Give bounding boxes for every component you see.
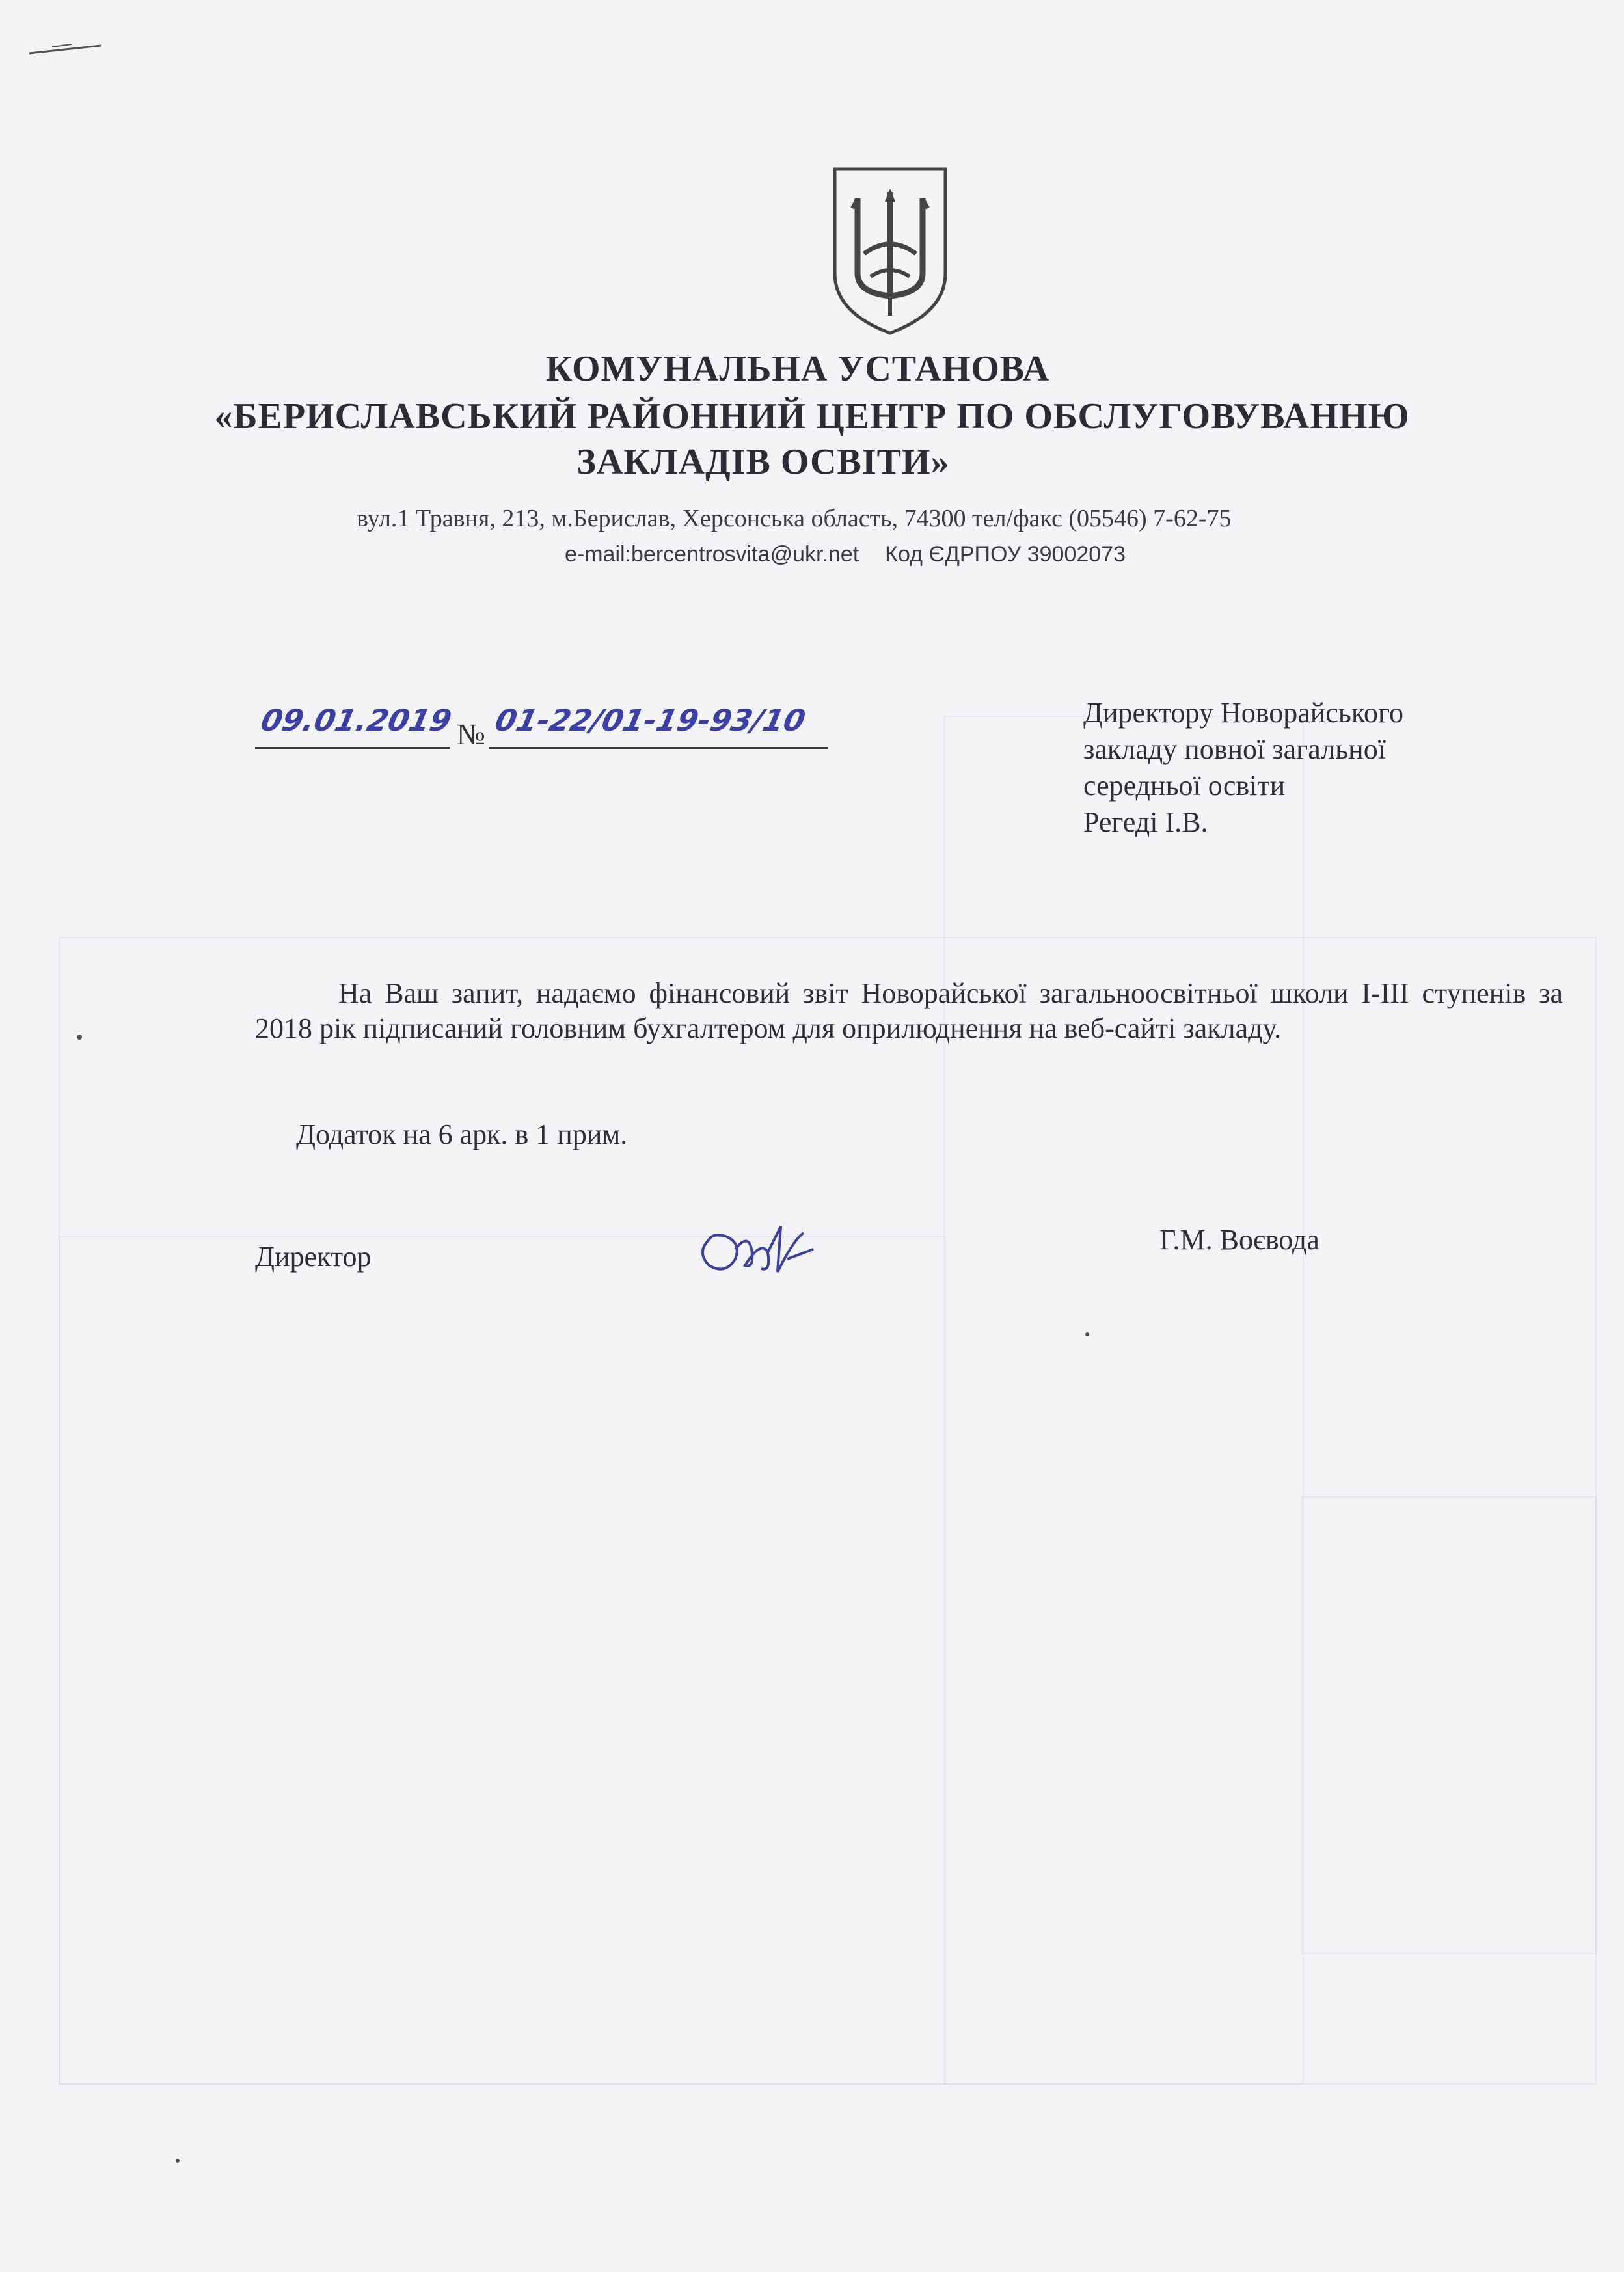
addressee-line: Регеді І.В. [1083,806,1208,838]
paper-speck [77,1035,82,1040]
addressee-line: середньої освіти [1083,770,1286,802]
addressee-line: Директору Новорайського [1083,697,1403,729]
show-through-grid [943,716,1304,2085]
date-underline [255,747,450,749]
org-name-line3: ЗАКЛАДІВ ОСВІТИ» [576,442,950,482]
paper-speck [176,2159,180,2163]
trident-coat-of-arms-icon [825,163,955,338]
signatory-title: Директор [255,1241,372,1273]
signatory-name: Г.М. Воєвода [1159,1224,1320,1256]
outgoing-reference [255,703,841,755]
number-underline [489,747,828,749]
attachment-note: Додаток на 6 арк. в 1 прим. [296,1118,628,1150]
org-email: e-mail:bercentrosvita@ukr.net [565,542,859,567]
handwritten-signature-icon [690,1213,820,1285]
org-address: вул.1 Травня, 213, м.Берислав, Херсонська область, 74300 тел/факс (05546) 7-62-75 [357,505,1232,532]
org-name-line2: «БЕРИСЛАВСЬКИЙ РАЙОННИЙ ЦЕНТР ПО ОБСЛУГОВУВАННЮ [214,396,1410,437]
addressee-line: закладу повної загальної [1083,733,1386,765]
org-name-line1: КОМУНАЛЬНА УСТАНОВА [545,349,1050,389]
show-through-grid [1301,1496,1597,1954]
org-contacts [565,542,1126,567]
show-through-grid [59,1236,946,2085]
reference-date: 09.01.2019 [258,703,455,738]
letter-body: На Ваш запит, надаємо фінансовий звіт Новорайської загальноосвітньої школи І-ІІІ ступенів за 2018 рік підписаний головним бухгалтером для оприлюднення на веб-сайті закладу. [255,977,1563,1044]
addressee-block [1083,695,1403,841]
org-code: Код ЄДРПОУ 39002073 [885,542,1126,567]
reference-number: 01-22/01-19-93/10 [492,703,809,738]
pen-mark-icon [26,39,104,59]
reference-number-sign: № [457,718,485,751]
paper-speck [1085,1332,1089,1336]
